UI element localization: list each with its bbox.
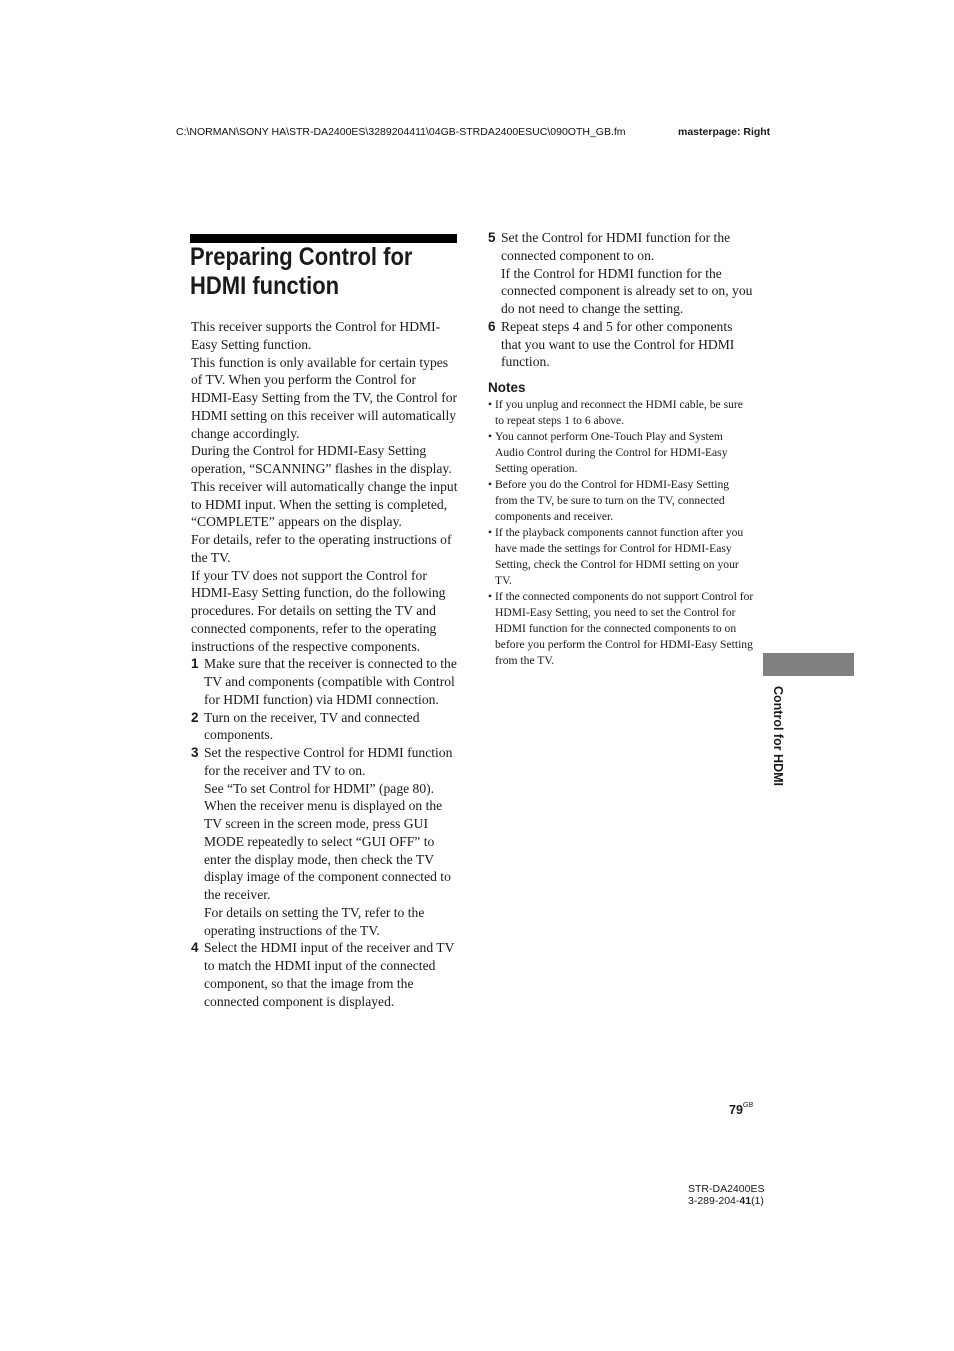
left-column xyxy=(191,318,459,1010)
step-2 xyxy=(191,709,459,745)
step-number: 4 xyxy=(191,940,199,956)
step-text: Select the HDMI input of the receiver and TV to match the HDMI input of the connected component, so that the image from the connected component is displayed. xyxy=(204,940,455,1009)
step-3 xyxy=(191,744,459,939)
intro-paragraph: During the Control for HDMI-Easy Setting operation, “SCANNING” flashes in the display. xyxy=(191,443,452,476)
step-6 xyxy=(488,318,754,371)
intro-paragraph: This receiver will automatically change the input to HDMI input. When the setting is completed, “COMPLETE” appears on the display. xyxy=(191,478,458,530)
note-item xyxy=(488,525,754,589)
step-4 xyxy=(191,939,459,1010)
notes-heading: Notes xyxy=(488,380,526,395)
page-number xyxy=(729,1103,753,1117)
title-line-1: Preparing Control for xyxy=(190,243,413,271)
section-tab-label: Control for HDMI xyxy=(771,686,785,786)
page-title xyxy=(190,243,436,301)
note-text: You cannot perform One-Touch Play and System Audio Control during the Control for HDMI-Easy Setting operation. xyxy=(495,430,728,475)
note-text: If the playback components cannot function after you have made the settings for Control for HDMI-Easy Setting, check the Control for HDMI setting on your TV. xyxy=(495,526,744,587)
title-rule xyxy=(190,234,457,243)
note-item xyxy=(488,397,754,429)
bullet-icon: • xyxy=(488,526,493,539)
intro-paragraph: This receiver supports the Control for HDMI-Easy Setting function. xyxy=(191,319,441,352)
note-item xyxy=(488,477,754,525)
note-text: If you unplug and reconnect the HDMI cable, be sure to repeat steps 1 to 6 above. xyxy=(495,398,743,427)
step-number: 2 xyxy=(191,709,199,725)
bullet-icon: • xyxy=(488,478,493,491)
note-item xyxy=(488,429,754,477)
intro-paragraph: If your TV does not support the Control for HDMI-Easy Setting function, do the following procedures. For details on setting the TV and connected components, refer to the operating instructions of the respective components. xyxy=(191,567,446,654)
step-text: If the Control for HDMI function for the connected component is already set to on, you do not need to change the setting. xyxy=(501,265,753,316)
bullet-icon: • xyxy=(488,430,493,443)
step-number: 1 xyxy=(191,656,199,672)
step-text: Repeat steps 4 and 5 for other components that you want to use the Control for HDMI function. xyxy=(501,318,735,370)
intro-paragraph: This function is only available for certain types of TV. When you perform the Control for HDMI-Easy Setting from the TV, the Control for HDMI setting on this receiver will automatically change accordingly. xyxy=(191,354,458,441)
step-text: For details on setting the TV, refer to the operating instructions of the TV. xyxy=(204,904,425,938)
step-number: 5 xyxy=(488,230,496,245)
step-5 xyxy=(488,229,754,318)
step-text: See “To set Control for HDMI” (page 80). xyxy=(204,780,435,796)
step-text: Make sure that the receiver is connected to the TV and components (compatible with Control for HDMI function) via HDMI connection. xyxy=(204,656,457,707)
step-text: Turn on the receiver, TV and connected components. xyxy=(204,709,420,743)
note-text: Before you do the Control for HDMI-Easy Setting from the TV, be sure to turn on the TV, connected components and receiver. xyxy=(495,478,730,523)
note-item xyxy=(488,589,754,669)
footer-code-prefix: 3-289-204- xyxy=(688,1195,740,1207)
footer-code-bold: 41 xyxy=(739,1195,752,1207)
footer xyxy=(688,1183,764,1207)
footer-model: STR-DA2400ES xyxy=(688,1183,765,1195)
page-number-suffix: GB xyxy=(742,1102,754,1109)
masterpage-label: masterpage: Right xyxy=(678,126,771,138)
section-tab xyxy=(763,653,854,676)
step-1 xyxy=(191,655,459,708)
bullet-icon: • xyxy=(488,590,493,603)
footer-code xyxy=(688,1195,764,1207)
right-column xyxy=(488,229,754,669)
footer-code-suffix: (1) xyxy=(751,1195,764,1207)
step-number: 3 xyxy=(191,745,199,760)
note-text: If the connected components do not support Control for HDMI-Easy Setting, you need to set the Control for HDMI function for the connected components to on before you perform the Control for HDMI-Easy Setting from the TV. xyxy=(495,590,754,667)
page-number-value: 79 xyxy=(729,1103,743,1117)
title-line-2: HDMI function xyxy=(190,272,340,300)
intro-paragraph: For details, refer to the operating instructions of the TV. xyxy=(191,532,452,565)
step-text: Set the Control for HDMI function for the connected component to on. xyxy=(501,230,731,263)
step-text: Set the respective Control for HDMI function for the receiver and TV to on. xyxy=(204,745,453,778)
file-path-header: C:\NORMAN\SONY HA\STR-DA2400ES\3289204411\04GB-STRDA2400ESUC\090OTH_GB.fm xyxy=(176,126,626,138)
bullet-icon: • xyxy=(488,398,493,411)
step-number: 6 xyxy=(488,318,496,334)
step-text: When the receiver menu is displayed on the TV screen in the screen mode, press GUI MODE repeatedly to select “GUI OFF” to enter the display mode, then check the TV display image of the component connected to the receiver. xyxy=(204,798,451,902)
